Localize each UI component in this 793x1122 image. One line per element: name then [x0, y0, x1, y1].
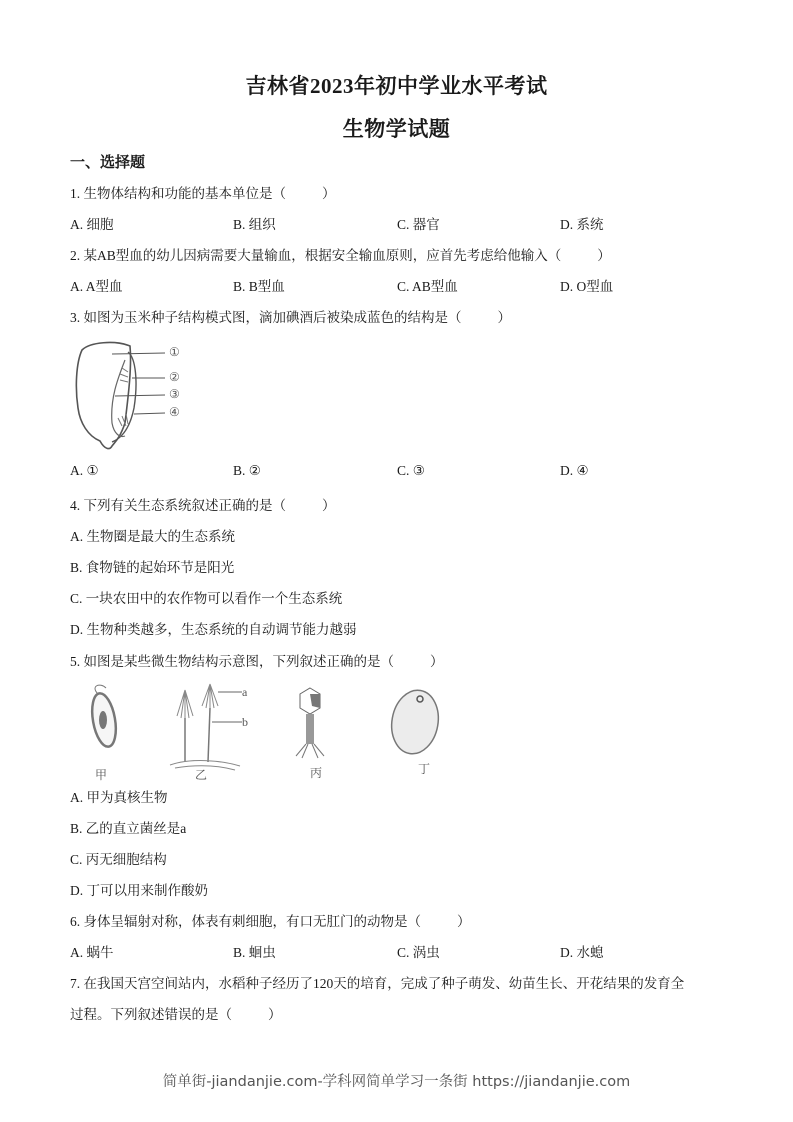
question-6: 6. 身体呈辐射对称，体表有刺细胞，有口无肛门的动物是（ ） [70, 914, 471, 929]
label-1: ① [169, 345, 180, 359]
question-stem: 4. 下列有关生态系统叙述正确的是（ [70, 498, 286, 513]
option-b[interactable]: B. 蛔虫 [233, 945, 276, 960]
question-1: 1. 生物体结构和功能的基本单位是（ ） [70, 186, 336, 201]
option-a[interactable]: A. 生物圈是最大的生态系统 [70, 529, 235, 544]
option-d[interactable]: D. ④ [560, 463, 589, 478]
microorganisms-illustration [70, 680, 470, 780]
section-heading: 一、选择题 [70, 155, 146, 171]
option-c[interactable]: C. 一块农田中的农作物可以看作一个生态系统 [70, 591, 343, 606]
microorganisms-diagram [70, 680, 470, 780]
option-a[interactable]: A. 甲为真核生物 [70, 790, 168, 805]
label-3: ③ [169, 387, 180, 401]
caption-bing: 丙 [310, 766, 323, 780]
option-b[interactable]: B. 食物链的起始环节是阳光 [70, 560, 235, 575]
exam-subtitle: 生物学试题 [342, 117, 451, 141]
caption-jia: 甲 [95, 768, 108, 782]
option-b[interactable]: B. ② [233, 463, 261, 478]
corn-seed-illustration [70, 338, 200, 453]
option-c[interactable]: C. 器官 [397, 217, 440, 232]
option-c[interactable]: C. ③ [397, 463, 425, 478]
question-stem: 3. 如图为玉米种子结构模式图，滴加碘酒后被染成蓝色的结构是（ [70, 310, 462, 325]
question-7-line-2: 过程。下列叙述错误的是（ ） [70, 1007, 282, 1022]
footer-watermark: 简单街-jiandanjie.com-学科网简单学习一条街 https://jiandanjie.com [162, 1074, 631, 1090]
option-b[interactable]: B. 组织 [233, 217, 276, 232]
label-4: ④ [169, 405, 180, 419]
label-2: ② [169, 370, 180, 384]
question-stem: 5. 如图是某些微生物结构示意图，下列叙述正确的是（ [70, 654, 394, 669]
option-d[interactable]: D. 生物种类越多，生态系统的自动调节能力越弱 [70, 622, 357, 637]
question-2: 2. 某AB型血的幼儿因病需要大量输血，根据安全输血原则，应首先考虑给他输入（ ） [70, 248, 611, 263]
question-7-line-1: 7. 在我国天宫空间站内，水稻种子经历了120天的培育，完成了种子萌发、幼苗生长、开花结果的发育全 [70, 976, 685, 991]
question-stem: 1. 生物体结构和功能的基本单位是（ [70, 186, 286, 201]
option-c[interactable]: C. 丙无细胞结构 [70, 852, 167, 867]
caption-yi: 乙 [195, 768, 208, 782]
option-c[interactable]: C. 涡虫 [397, 945, 440, 960]
option-a[interactable]: A. ① [70, 463, 99, 478]
exam-title: 吉林省2023年初中学业水平考试 [245, 74, 548, 98]
option-a[interactable]: A. A型血 [70, 279, 123, 294]
option-b[interactable]: B. B型血 [233, 279, 285, 294]
option-a[interactable]: A. 蜗牛 [70, 945, 114, 960]
question-5: 5. 如图是某些微生物结构示意图，下列叙述正确的是（ ） [70, 654, 444, 669]
question-3: 3. 如图为玉米种子结构模式图，滴加碘酒后被染成蓝色的结构是（ ） [70, 310, 511, 325]
option-a[interactable]: A. 细胞 [70, 217, 114, 232]
part-label-a: a [242, 685, 248, 699]
part-label-b: b [242, 715, 248, 729]
option-c[interactable]: C. AB型血 [397, 279, 458, 294]
question-4: 4. 下列有关生态系统叙述正确的是（ ） [70, 498, 336, 513]
option-b[interactable]: B. 乙的直立菌丝是a [70, 821, 187, 836]
question-stem: 2. 某AB型血的幼儿因病需要大量输血，根据安全输血原则，应首先考虑给他输入（ [70, 248, 562, 263]
question-stem: 6. 身体呈辐射对称，体表有刺细胞，有口无肛门的动物是（ [70, 914, 421, 929]
option-d[interactable]: D. 丁可以用来制作酸奶 [70, 883, 208, 898]
corn-seed-diagram [70, 338, 200, 453]
caption-ding: 丁 [418, 762, 431, 776]
option-d[interactable]: D. 系统 [560, 217, 604, 232]
option-d[interactable]: D. 水螅 [560, 945, 604, 960]
option-d[interactable]: D. O型血 [560, 279, 614, 294]
